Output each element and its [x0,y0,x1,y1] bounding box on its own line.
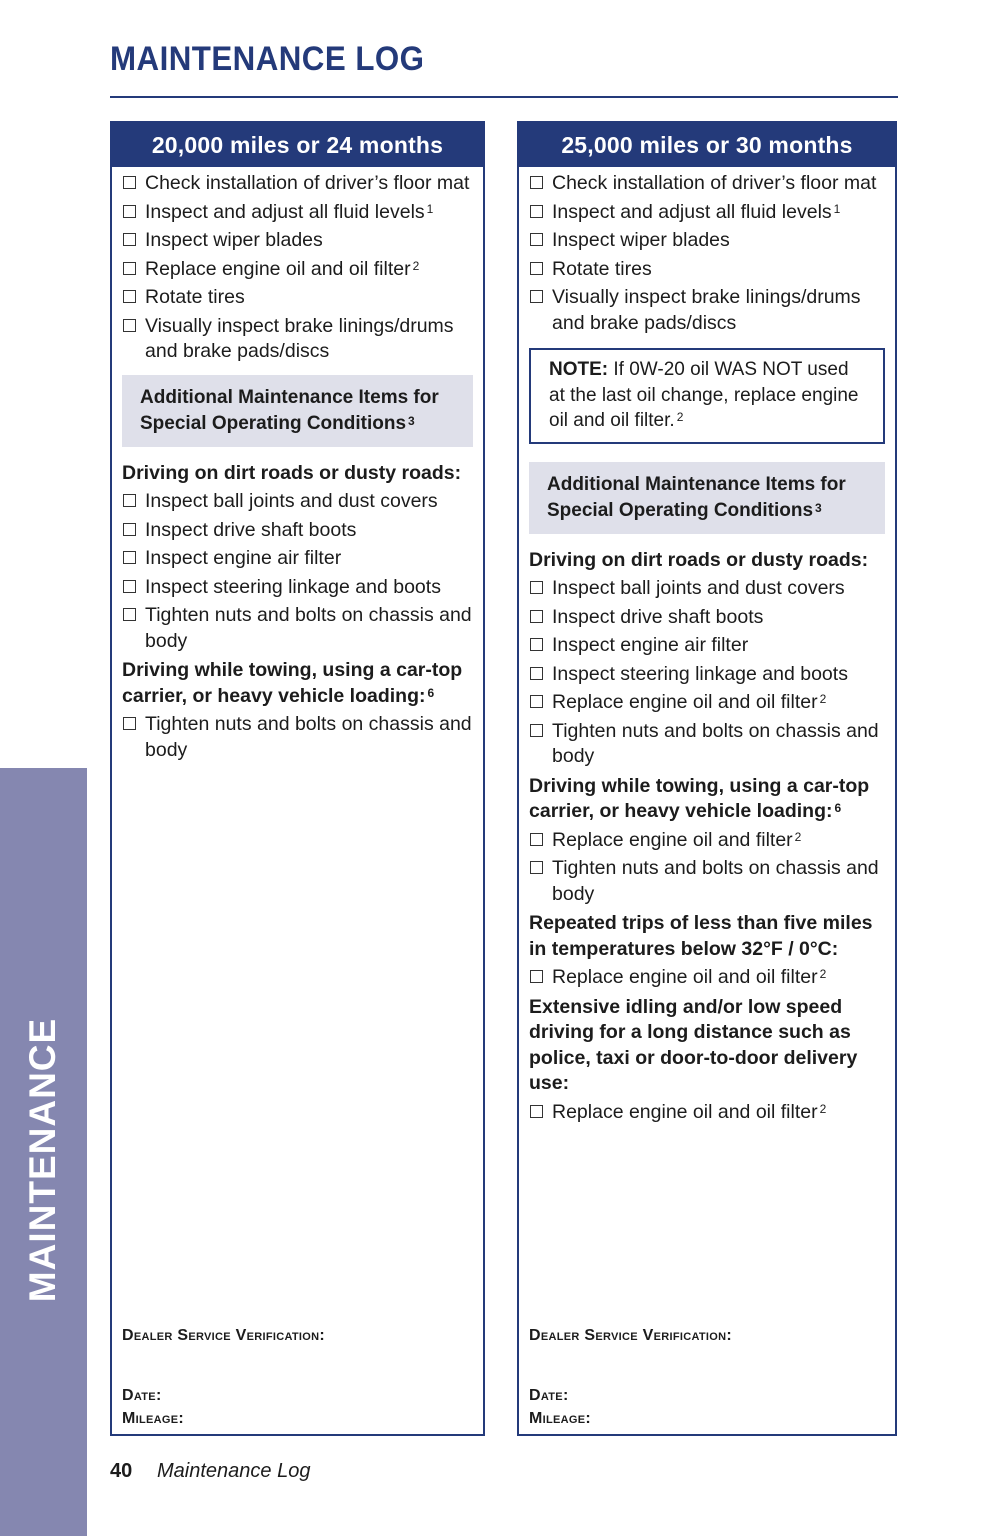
checklist-item-text [552,690,885,716]
item-label: Replace engine oil and filter [552,828,793,851]
checklist-item [122,518,473,544]
towing-heading [529,774,885,825]
footnote-ref: 6 [427,685,435,700]
date-label: Date: [122,1387,162,1404]
checkbox[interactable] [123,494,136,507]
footnote-ref: 2 [819,967,827,981]
checkbox[interactable] [123,233,136,246]
checklist-item-text [552,1100,885,1126]
item-label: Tighten nuts and bolts on chassis and body [552,857,879,905]
short-trips-heading: Repeated trips of less than five miles in temperatures below 32°F / 0°C: [529,912,873,960]
special-conditions-title: Additional Maintenance Items for Special Operating Conditions [140,386,439,434]
checklist-item-text [145,546,473,572]
checklist-item [122,257,473,283]
interval-header: 25,000 miles or 30 months [519,123,895,167]
checklist-item-text [145,171,473,197]
checkbox[interactable] [123,523,136,536]
checklist-item [122,489,473,515]
checklist-item-text [145,603,473,654]
footnote-ref: 1 [426,201,434,216]
checklist-item [529,171,885,197]
checklist-item [529,200,885,226]
checkbox[interactable] [123,608,136,621]
checkbox[interactable] [530,290,543,303]
mileage-label: Mileage: [122,1410,185,1427]
towing-heading-text: Driving while towing, using a car-top carrier, or heavy vehicle loading: [122,659,463,707]
checklist-item [529,228,885,254]
checklist-item [529,965,885,991]
checklist [122,171,473,365]
idling-checklist [529,1100,885,1126]
checklist-item [529,1100,885,1126]
checklist-item-text [552,171,885,197]
footnote-ref: 2 [676,410,684,424]
checklist-item [529,828,885,854]
checklist-item [529,633,885,659]
checklist-item-text [145,257,473,283]
item-label: Inspect engine air filter [552,634,749,656]
checkbox[interactable] [530,1105,543,1118]
footer-title: Maintenance Log [157,1460,311,1482]
item-label: Inspect engine air filter [145,547,342,569]
interval-header: 20,000 miles or 24 months [112,123,483,167]
page-title: MAINTENANCE LOG [110,40,425,78]
checklist-item [122,546,473,572]
checklist [529,171,885,336]
footnote-ref: 2 [819,1101,827,1116]
checklist-item [122,712,473,763]
footnote-ref: 1 [833,201,841,216]
checkbox[interactable] [530,176,543,189]
item-label: Inspect ball joints and dust covers [145,490,438,512]
checklist-item-text [145,712,473,763]
note-label: NOTE: [549,359,609,380]
towing-checklist [529,828,885,908]
checklist-item-text [145,228,473,254]
dusty-roads-heading: Driving on dirt roads or dusty roads: [529,548,869,571]
checklist-item [529,285,885,336]
interval-25000-column [517,121,897,1436]
section-side-tab-label: MAINTENANCE [22,1017,63,1303]
item-label: Replace engine oil and oil filter [552,1100,818,1123]
checkbox[interactable] [530,205,543,218]
item-label: Inspect wiper blades [552,229,730,251]
item-label: Check installation of driver’s floor mat [552,172,877,194]
item-label: Rotate tires [552,257,652,280]
checklist-item [529,690,885,716]
towing-heading [122,658,473,709]
checkbox[interactable] [123,176,136,189]
towing-heading-text: Driving while towing, using a car-top carrier, or heavy vehicle loading: [529,774,870,822]
special-conditions-title: Additional Maintenance Items for Special Operating Conditions [547,473,846,521]
checkbox[interactable] [530,610,543,623]
mileage-label: Mileage: [529,1410,592,1427]
checklist-item [529,605,885,631]
checklist-item [122,171,473,197]
idling-heading: Extensive idling and/or low speed driving for a long distance such as police, taxi or door-to-door delivery use: [529,995,858,1094]
checkbox[interactable] [530,667,543,680]
checklist-item-text [552,576,885,602]
item-label: Inspect drive shaft boots [552,605,764,628]
checklist-item-text [145,518,473,544]
item-label: Inspect and adjust all fluid levels [552,200,832,223]
item-label: Check installation of driver’s floor mat [145,172,470,194]
item-label: Inspect steering linkage and boots [552,662,848,685]
title-divider [110,96,898,98]
checkbox[interactable] [123,262,136,275]
checklist-item-text [145,575,473,601]
item-label: Inspect wiper blades [145,229,323,251]
checkbox[interactable] [530,581,543,594]
item-label: Tighten nuts and bolts on chassis and body [145,713,472,761]
checklist-item-text [552,228,885,254]
checklist-item-text [145,314,473,365]
dusty-roads-checklist [529,576,885,770]
checklist-item [529,662,885,688]
footnote-ref: 3 [815,500,822,515]
checkbox[interactable] [530,970,543,983]
footnote-ref: 3 [408,413,415,428]
checklist-item-text [552,605,885,631]
checkbox[interactable] [123,580,136,593]
checkbox[interactable] [530,861,543,874]
checklist-item [122,575,473,601]
dealer-verification-label: Dealer Service Verification: [122,1327,326,1344]
item-label: Replace engine oil and oil filter [145,257,411,280]
checkbox[interactable] [530,695,543,708]
item-label: Inspect steering linkage and boots [145,575,441,598]
item-label: Replace engine oil and oil filter [552,966,818,988]
checklist-item-text [552,200,885,226]
note-text: If 0W-20 oil WAS NOT used at the last oil change, replace engine oil and oil filter. [549,359,859,431]
item-label: Inspect ball joints and dust covers [552,577,845,599]
special-conditions-box [122,375,473,447]
checklist-item-text [552,828,885,854]
checklist-item-text [552,719,885,770]
checkbox[interactable] [123,290,136,303]
checklist-item [529,576,885,602]
checklist-item-text [552,965,885,991]
checkbox[interactable] [123,319,136,332]
dusty-roads-heading: Driving on dirt roads or dusty roads: [122,461,462,484]
checklist-item-text [145,285,473,311]
checklist-item [529,719,885,770]
checklist-item [122,603,473,654]
footnote-ref: 6 [834,801,842,815]
item-label: Tighten nuts and bolts on chassis and body [145,604,472,652]
checkbox[interactable] [530,724,543,737]
checklist-item-text [552,633,885,659]
checklist-item [529,257,885,283]
checklist-item [122,285,473,311]
footnote-ref: 2 [819,692,827,706]
item-label: Replace engine oil and oil filter [552,691,818,713]
checkbox[interactable] [530,262,543,275]
checklist-item-text [552,662,885,688]
checklist-item-text [552,285,885,336]
checkbox[interactable] [123,205,136,218]
item-label: Inspect and adjust all fluid levels [145,200,425,223]
date-label: Date: [529,1387,569,1404]
dealer-verification-label: Dealer Service Verification: [529,1327,733,1344]
page-number: 40 [110,1460,133,1482]
footnote-ref: 2 [412,258,420,273]
checkbox[interactable] [530,833,543,846]
item-label: Tighten nuts and bolts on chassis and body [552,719,879,767]
checklist-item [122,228,473,254]
short-trips-checklist [529,965,885,991]
item-label: Inspect drive shaft boots [145,518,357,541]
item-label: Visually inspect brake linings/drums and brake pads/discs [552,286,861,334]
checklist-item-text [145,200,473,226]
checkbox[interactable] [530,233,543,246]
checkbox[interactable] [123,551,136,564]
special-conditions-box [529,462,885,534]
checklist-item-text [552,856,885,907]
item-label: Rotate tires [145,286,245,308]
checkbox[interactable] [530,638,543,651]
checklist-item [122,314,473,365]
oil-note-box [529,348,885,444]
item-label: Visually inspect brake linings/drums and brake pads/discs [145,314,454,362]
checklist-item [122,200,473,226]
checkbox[interactable] [123,717,136,730]
checklist-item-text [552,257,885,283]
checklist-item [529,856,885,907]
dusty-roads-checklist [122,489,473,654]
checklist-item-text [145,489,473,515]
interval-20000-column [110,121,485,1436]
towing-checklist [122,712,473,763]
footnote-ref: 2 [794,829,802,844]
